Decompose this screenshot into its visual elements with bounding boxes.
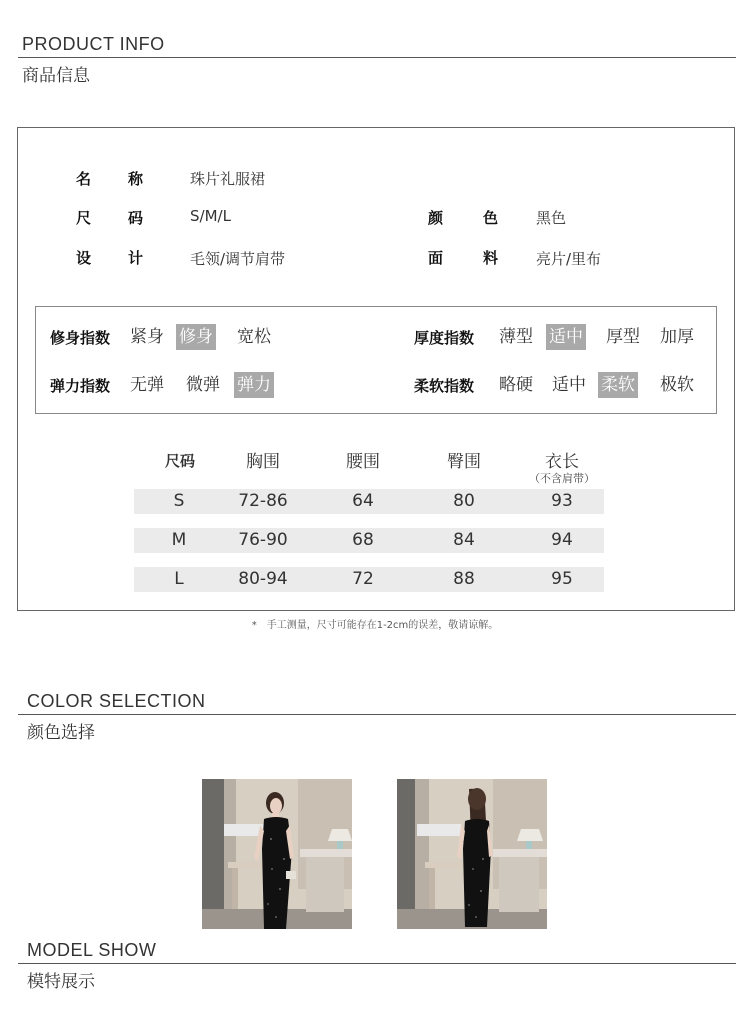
table-cell: 80 xyxy=(453,491,475,511)
color-selection-divider xyxy=(18,714,736,715)
thickness-index-label: 厚度指数 xyxy=(414,329,475,347)
name-value: 珠片礼服裙 xyxy=(190,170,266,188)
product-info-panel xyxy=(17,127,735,611)
fabric-value: 亮片/里布 xyxy=(536,250,602,268)
table-cell: 76-90 xyxy=(238,530,288,550)
product-info-divider xyxy=(18,57,736,58)
size-table-header-waist: 腰围 xyxy=(346,452,380,472)
table-cell: 84 xyxy=(453,530,475,550)
name-label: 名 称 xyxy=(76,170,144,188)
table-cell: L xyxy=(174,569,184,589)
fit-index-label: 修身指数 xyxy=(50,329,111,347)
color-selection-subtitle: 颜色选择 xyxy=(27,723,95,743)
design-value: 毛领/调节肩带 xyxy=(190,250,286,268)
size-table-header-length: 衣长 xyxy=(545,452,579,472)
product-info-subtitle: 商品信息 xyxy=(22,66,90,86)
softness-option-stiff: 略硬 xyxy=(499,375,533,395)
softness-index-label: 柔软指数 xyxy=(414,377,475,395)
product-photo-back[interactable] xyxy=(397,779,547,929)
color-selection-title: COLOR SELECTION xyxy=(27,691,206,711)
elasticity-index-label: 弹力指数 xyxy=(50,377,111,395)
softness-option-medium: 适中 xyxy=(552,375,586,395)
size-label: 尺 码 xyxy=(76,209,144,227)
elasticity-option-stretch-selected: 弹力 xyxy=(234,372,274,398)
measurement-note: * 手工测量，尺寸可能存在1-2cm的误差，敬请谅解。 xyxy=(251,620,499,631)
table-cell: 93 xyxy=(551,491,573,511)
design-label: 设 计 xyxy=(76,249,144,267)
thickness-option-extra-thick: 加厚 xyxy=(660,327,694,347)
table-cell: 94 xyxy=(551,530,573,550)
size-value: S/M/L xyxy=(190,207,231,225)
table-cell: 72 xyxy=(352,569,374,589)
table-cell: 64 xyxy=(352,491,374,511)
table-cell: 80-94 xyxy=(238,569,288,589)
fit-option-loose: 宽松 xyxy=(237,327,271,347)
thickness-option-medium-selected: 适中 xyxy=(546,324,586,350)
model-show-title: MODEL SHOW xyxy=(27,940,157,960)
size-table-header-bust: 胸围 xyxy=(246,452,280,472)
elasticity-option-none: 无弹 xyxy=(130,375,164,395)
table-cell: 88 xyxy=(453,569,475,589)
color-value: 黑色 xyxy=(536,209,567,227)
thickness-option-thick: 厚型 xyxy=(606,327,640,347)
elasticity-option-slight: 微弹 xyxy=(186,375,220,395)
model-front-image xyxy=(202,779,352,929)
product-photo-front[interactable] xyxy=(202,779,352,929)
model-show-subtitle: 模特展示 xyxy=(27,972,95,992)
size-table-header-size: 尺码 xyxy=(164,452,195,470)
table-cell: 95 xyxy=(551,569,573,589)
model-back-image xyxy=(397,779,547,929)
index-panel xyxy=(35,306,717,414)
model-show-divider xyxy=(18,963,736,964)
softness-option-very-soft: 极软 xyxy=(660,375,694,395)
color-label: 颜 色 xyxy=(428,209,499,227)
softness-option-soft-selected: 柔软 xyxy=(598,372,638,398)
fit-option-slim-selected: 修身 xyxy=(176,324,216,350)
size-table-length-note: （不含肩带） xyxy=(529,472,595,485)
table-cell: S xyxy=(173,491,185,511)
table-cell: M xyxy=(171,530,187,550)
thickness-option-thin: 薄型 xyxy=(499,327,533,347)
fit-option-tight: 紧身 xyxy=(130,327,164,347)
size-table-header-hip: 臀围 xyxy=(447,452,481,472)
product-info-title: PRODUCT INFO xyxy=(22,34,165,54)
table-cell: 72-86 xyxy=(238,491,288,511)
fabric-label: 面 料 xyxy=(428,249,499,267)
table-cell: 68 xyxy=(352,530,374,550)
